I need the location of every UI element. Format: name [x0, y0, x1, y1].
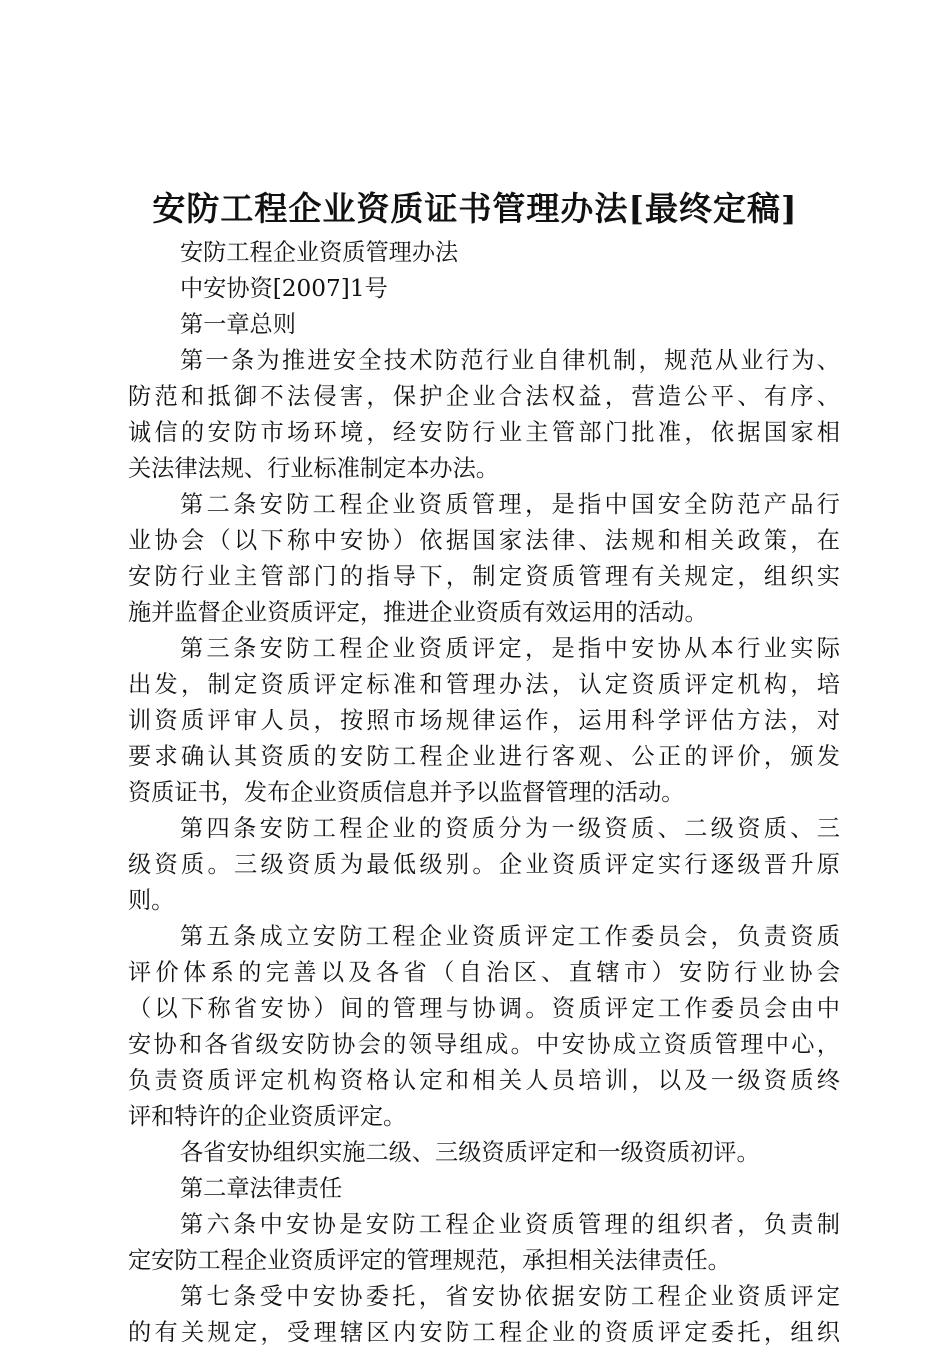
document-body	[128, 235, 840, 1351]
text-line: 出发，制定资质评定标准和管理办法，认定资质评定机构，培	[128, 671, 840, 698]
text-line: 的有关规定，受理辖区内安防工程企业的资质评定委托，组织	[128, 1319, 840, 1346]
text-line: 第六条中安协是安防工程企业资质管理的组织者，负责制	[180, 1211, 840, 1238]
text-line: 要求确认其资质的安防工程企业进行客观、公正的评价，颁发	[128, 743, 840, 770]
text-line: 评和特许的企业资质评定。	[128, 1103, 407, 1130]
text-line: 第二条安防工程企业资质管理，是指中国安全防范产品行	[180, 491, 840, 518]
text-line: 第五条成立安防工程企业资质评定工作委员会，负责资质	[180, 923, 840, 950]
text-line: （以下称省安协）间的管理与协调。资质评定工作委员会由中	[128, 995, 840, 1022]
text-line: 第一章总则	[180, 311, 296, 338]
document-title: 安防工程企业资质证书管理办法[最终定稿]	[152, 189, 798, 228]
text-line: 第七条受中安协委托，省安协依据安防工程企业资质评定	[180, 1283, 840, 1310]
text-line: 第三条安防工程企业资质评定，是指中安协从本行业实际	[180, 635, 840, 662]
text-line: 资质证书，发布企业资质信息并予以监督管理的活动。	[128, 779, 685, 806]
text-line: 第四条安防工程企业的资质分为一级资质、二级资质、三	[180, 815, 840, 842]
text-line: 级资质。三级资质为最低级别。企业资质评定实行逐级晋升原	[128, 851, 840, 878]
text-line: 防范和抵御不法侵害，保护企业合法权益，营造公平、有序、	[128, 383, 840, 410]
text-line: 第二章法律责任	[180, 1175, 343, 1202]
text-line: 诚信的安防市场环境，经安防行业主管部门批准，依据国家相	[128, 419, 840, 446]
text-line: 负责资质评定机构资格认定和相关人员培训，以及一级资质终	[128, 1067, 840, 1094]
text-line: 施并监督企业资质评定，推进企业资质有效运用的活动。	[128, 599, 708, 626]
text-line: 评价体系的完善以及各省（自治区、直辖市）安防行业协会	[128, 959, 840, 986]
text-line: 安防行业主管部门的指导下，制定资质管理有关规定，组织实	[128, 563, 840, 590]
text-line: 安防工程企业资质管理办法	[180, 239, 459, 266]
text-line: 安协和各省级安防协会的领导组成。中安协成立资质管理中心，	[128, 1031, 840, 1058]
text-line: 业协会（以下称中安协）依据国家法律、法规和相关政策，在	[128, 527, 840, 554]
text-line: 关法律法规、行业标准制定本办法。	[128, 455, 499, 482]
text-line: 中安协资[2007]1号	[180, 275, 388, 302]
text-line: 各省安协组织实施二级、三级资质评定和一级资质初评。	[180, 1139, 760, 1166]
text-line: 定安防工程企业资质评定的管理规范，承担相关法律责任。	[128, 1247, 731, 1274]
text-line: 训资质评审人员，按照市场规律运作，运用科学评估方法，对	[128, 707, 840, 734]
text-line: 第一条为推进安全技术防范行业自律机制，规范从业行为、	[180, 347, 840, 374]
text-line: 则。	[128, 887, 175, 914]
